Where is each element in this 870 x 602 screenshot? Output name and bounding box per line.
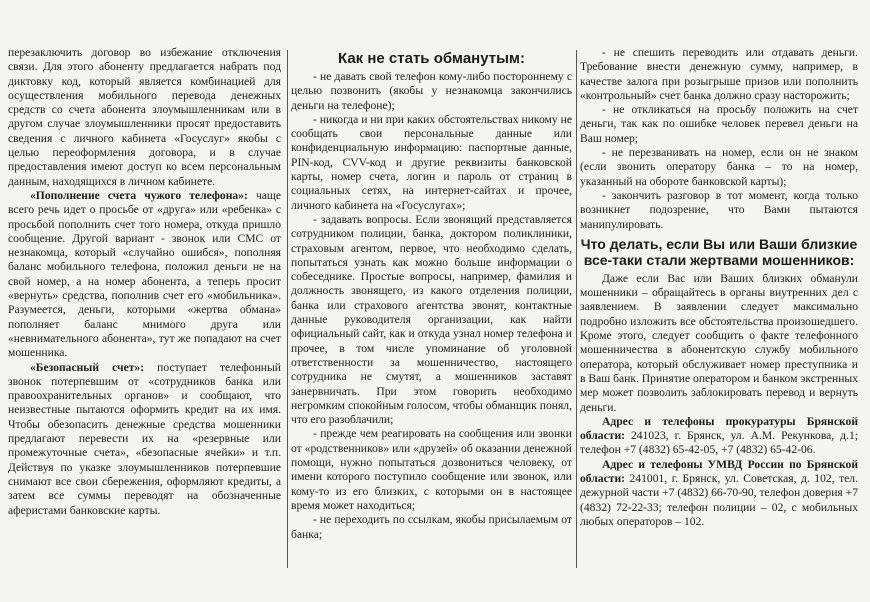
section-heading-how-not-to-be-deceived: Как не стать обманутым: — [338, 50, 525, 67]
list-item: - никогда и ни при каких обстоятельствах никому не сообщать свои персональные данные или конфиденциальную информацию: паспортные данные, PIN-код, CVV-код и другие реквизиты банковской карты, номер счета, логин и пароль от страниц в социальных сетях, на интернет-сайтах и прочее, личного кабинета на «Госуслугах»; — [291, 112, 572, 212]
list-item: - не откликаться на просьбу положить на счет деньги, так как по ошибке человек перевел деньги на Ваш номер; — [580, 103, 858, 145]
list-item: - прежде чем реагировать на сообщения или звонки от «родственников» или «друзей» об оказании денежной помощи, нужно попытаться дозвониться человеку, от имени которого поступило сообщение или звонок, или кому-то из его близких, с которыми он в настоящее время может находиться; — [291, 427, 572, 512]
column-divider — [576, 50, 577, 568]
column-divider — [287, 50, 288, 568]
label-prosecutor-contacts: Адрес и телефоны прокуратуры Брянской области: — [580, 414, 858, 443]
term-foreign-phone-topup: «Пополнение счета чужого телефона»: — [30, 188, 248, 202]
section-heading-what-to-do: Что делать, если Вы или Ваши близкие все-таки стали жертвами мошенников: — [580, 235, 858, 268]
paragraph-police-contacts: Адрес и телефоны УМВД России по Брянской области: 241001, г. Брянск, ул. Советская, д. 102, тел. дежурной части +7 (4832) 66-70-90, телефон доверия +7 (4832) 72-22-33; телефон полиции – 02, с мобильных любых операторов – 102. — [580, 457, 858, 528]
middle-column — [291, 50, 572, 542]
paragraph-safe-account: «Безопасный счет»: поступает телефонный звонок потерпевшим от «сотрудников банка или правоохранительных органов» и сообщают, что неизвестные пытаются оформить кредит на их имя. Чтобы обезопасить денежные средства мошенники предлагают перевести их на «резервные или промежуточные счета», «безопасные ячейки» и т.п. Действуя по указке злоумышленников потерпевшие снимают все свои сбережения, оформляют кредиты, а затем все суммы переводят на обозначенные аферистами банковские карты. — [8, 360, 281, 517]
list-item: - задавать вопросы. Если звонящий представляется сотрудником полиции, банка, доктором поликлиники, страховым агентом, первое, что необходимо сделать, попытаться узнать как можно больше информации о собеседнике. Простые вопросы, например, фамилия и должность звонящего, из какого отделения полиции, банка или страхового агентства звонят, контактные данные руководителя организации, как найти официальный сайт, как и откуда узнал номер телефона и прочее, в том числе упоминание об уголовной ответственности за мошенничество, настоящего сотрудника не смутят, а мошенников заставят занервничать. При этом говорить необходимо негромким спокойным голосом, чтобы обманщик понял, что его разоблачили; — [291, 212, 572, 427]
label-police-contacts: Адрес и телефоны УМВД России по Брянской области: — [580, 457, 858, 486]
list-item: - не перезванивать на номер, если он не знаком (если звонить оператору банка – то на номер, указанный на обороте банковской карты); — [580, 146, 858, 188]
right-column — [580, 46, 858, 529]
paragraph-prosecutor-contacts: Адрес и телефоны прокуратуры Брянской области: 241023, г. Брянск, ул. А.М. Рекункова, д.1; телефон +7 (4832) 65-42-05, +7 (4832) 65-42-06. — [580, 414, 858, 457]
paragraph-what-to-do: Даже если Вас или Ваших близких обманули мошенники – обращайтесь в органы внутренних дел с заявлением. В заявлении следует максимально подробно изложить все обстоятельства произошедшего. Кроме этого, следует сообщить о факте телефонного мошенничества в абонентскую службу мобильного оператора, который обслуживает номер преступника и в Ваш банк. Принятие оператором и банком экстренных мер может позволить заблокировать перевод и вернуть деньги. — [580, 271, 858, 414]
list-item: - не спешить переводить или отдавать деньги. Требование внести денежную сумму, например, в качестве залога при розыгрыше призов или пополнить «контрольный» счет банка должно сразу насторожить; — [580, 46, 858, 102]
list-item: - закончить разговор в тот момент, когда только возникнет подозрение, что Вами пытаются манипулировать. — [580, 188, 858, 231]
list-item: - не давать свой телефон кому-либо постороннему с целью позвонить (якобы у незнакомца закончились деньги на телефоне); — [291, 70, 572, 112]
paragraph-contract-renewal: перезаключить договор во избежание отключения связи. Для этого абоненту предлагается набрать под диктовку код, который является комбинацией для осуществления мобильного перевода денежных средств со счета абонента злоумышленникам или в другом случае злоумышленники просят предоставить сведения с личного кабинета «Госуслуг» якобы с целью переоформления договора, и в случае предоставления имеют доступ ко всем персональным данным, находящихся в личном кабинете. — [8, 46, 281, 188]
paragraph-foreign-phone-topup: «Пополнение счета чужого телефона»: чаще всего речь идет о просьбе от «друга» или «ребенка» с просьбой пополнить счет того номера, откуда пришло сообщение. Другой вариант - звонок или СМС от незнакомца, который «случайно ошибся», пополняя баланс мобильного телефона, положил деньги не на свой номер, а на номер абонента, а теперь просит «вернуть» средства, пополнив счет его «мобильника». Разумеется, деньги, которыми «жертва обмана» пополняет баланс мнимого друга или «невнимательного абонента», тут же попадают на счет мошенника. — [8, 188, 281, 360]
left-column — [8, 46, 281, 518]
term-safe-account: «Безопасный счет»: — [30, 360, 145, 374]
list-item: - не переходить по ссылкам, якобы присылаемым от банка; — [291, 513, 572, 541]
